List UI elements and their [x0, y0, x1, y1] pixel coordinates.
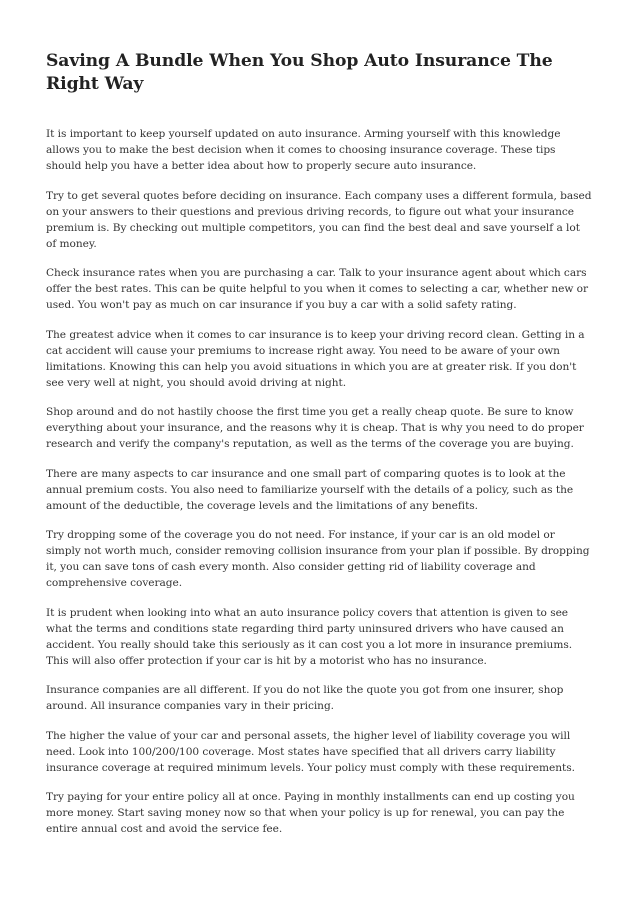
paragraph-aspects: There are many aspects to car insurance and one small part of comparing quotes is to look at the annual premium costs. You also need to familiarize yourself with the details of a policy, such as the amount of the deductible, the coverage levels and the limitations of any benefits.	[46, 467, 574, 512]
paragraph-pay-once: Try paying for your entire policy all at once. Paying in monthly installments can end up costing you more money. Start saving money now so that when your policy is up for renewal, you can pay the entire annual cost and avoid the service fee.	[46, 791, 575, 835]
paragraph-intro: It is important to keep yourself updated on auto insurance. Arming yourself with this knowledge allows you to make the best decision when it comes to choosing insurance coverage. These tips should help you have a better idea about how to properly secure auto insurance.	[46, 128, 561, 172]
paragraph-uninsured-drivers: It is prudent when looking into what an auto insurance policy covers that attention is given to see what the terms and conditions state regarding third party uninsured drivers who have caused an accident. You really should take this seriously as it can cost you a lot more in insurance premiums. This will also offer protection if your car is hit by a motorist who has no insurance.	[46, 606, 573, 667]
page-title: Saving A Bundle When You Shop Auto Insurance The Right Way	[46, 51, 553, 94]
paragraph-check-rates: Check insurance rates when you are purchasing a car. Talk to your insurance agent about which cars offer the best rates. This can be quite helpful to you when it comes to selecting a car, whether new or used. You won't pay as much on car insurance if you buy a car with a solid safety rating.	[46, 267, 589, 311]
paragraph-companies-differ: Insurance companies are all different. If you do not like the quote you got from one insurer, shop around. All insurance companies vary in their pricing.	[46, 684, 564, 712]
paragraph-driving-record: The greatest advice when it comes to car insurance is to keep your driving record clean. Getting in a cat accident will cause your premiums to increase right away. You need to be aware of your own limitations. Knowing this can help you avoid situations in which you are at greater risk. If you don't see very well at night, you should avoid driving at night.	[46, 328, 585, 389]
paragraph-shop-around: Shop around and do not hastily choose the first time you get a really cheap quote. Be sure to know everything about your insurance, and the reasons why it is cheap. That is why you need to do proper research and verify the company's reputation, as well as the terms of the coverage you are buying.	[46, 406, 584, 450]
paragraph-quotes: Try to get several quotes before deciding on insurance. Each company uses a different formula, based on your answers to their questions and previous driving records, to figure out what your insurance premium is. By checking out multiple competitors, you can find the best deal and save yourself a lot of money.	[46, 189, 592, 250]
paragraph-drop-coverage: Try dropping some of the coverage you do not need. For instance, if your car is an old model or simply not worth much, consider removing collision insurance from your plan if possible. By dropping it, you can save tons of cash every month. Also consider getting rid of liability coverage and comprehensive coverage.	[46, 529, 590, 589]
paragraph-liability: The higher the value of your car and personal assets, the higher level of liability coverage you will need. Look into 100/200/100 coverage. Most states have specified that all drivers carry liability insurance coverage at required minimum levels. Your policy must comply with these requirements.	[46, 729, 575, 774]
